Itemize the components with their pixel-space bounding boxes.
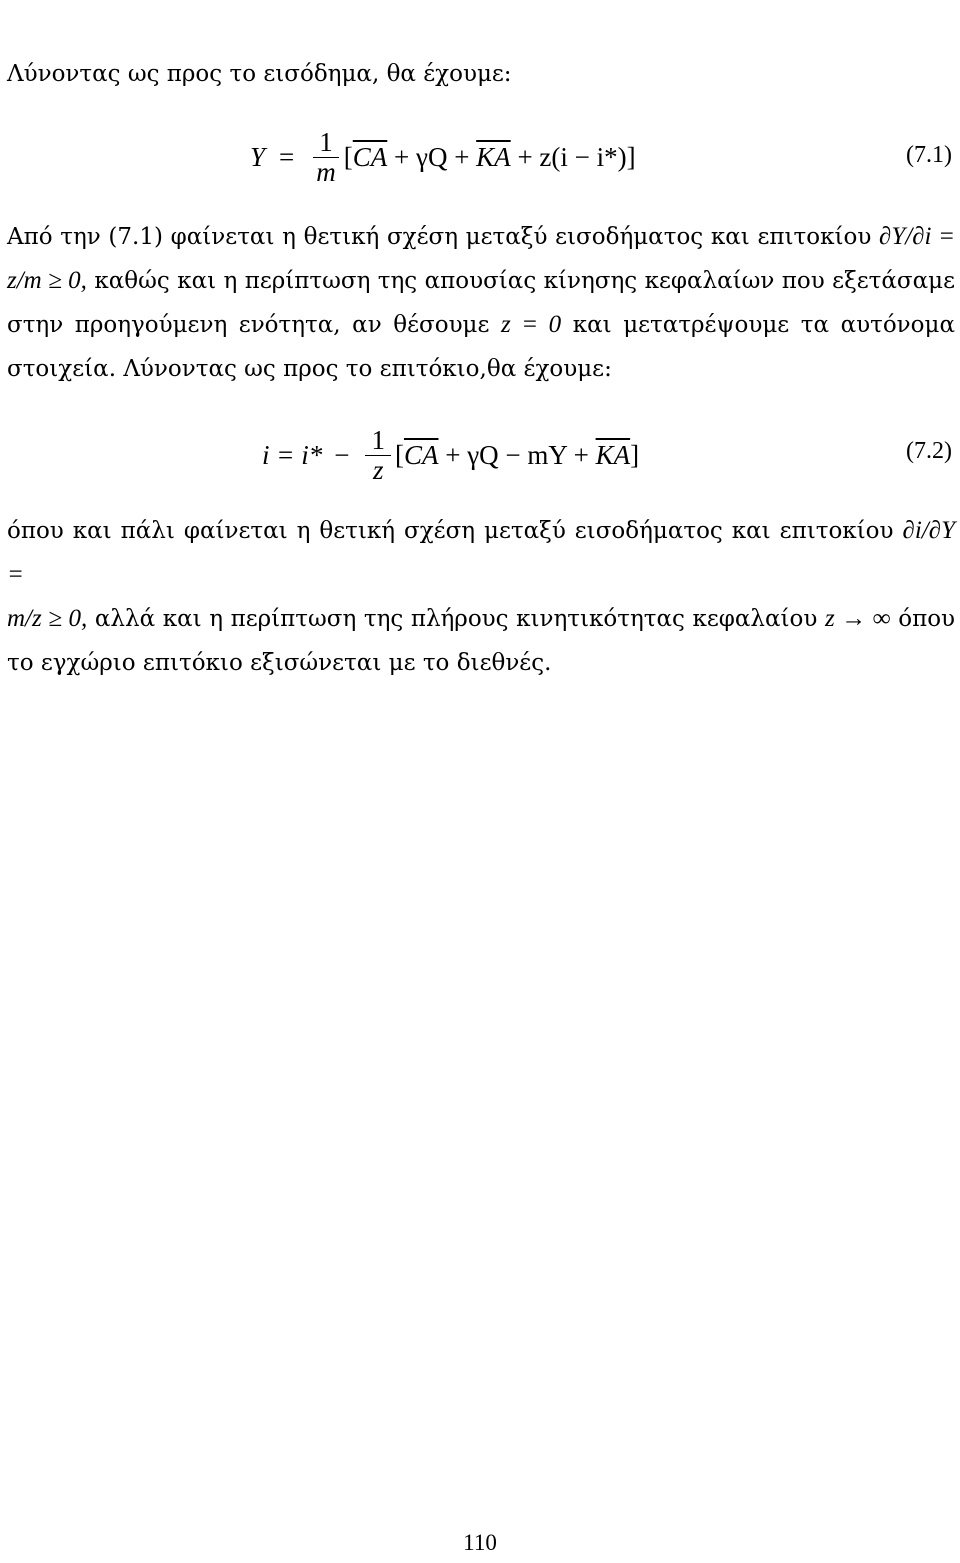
- eq1-lhs: Y: [250, 141, 266, 172]
- eq1-ka-term: $\overline{KA}$: [476, 141, 511, 172]
- eq2-number: (7.2): [906, 438, 952, 464]
- eq2-frac-denominator: z: [372, 454, 384, 485]
- p2-line-2: [7, 259, 955, 303]
- eq1-number: (7.1): [906, 142, 952, 168]
- p2-l3-text-a: στην προηγούμενη ενότητα, αν θέσουμε: [7, 312, 490, 338]
- p3-line-2: [7, 597, 955, 641]
- p3-l2-math-a: m/z ≥ 0,: [7, 605, 88, 632]
- intro-text: Λύνοντας ως προς το εισόδημα, θα έχουμε:: [7, 61, 512, 87]
- eq2-close-bracket: ]: [630, 439, 640, 470]
- p2-line-1: [7, 215, 955, 259]
- paragraph-3: [7, 509, 955, 685]
- equation-7-2: [0, 410, 960, 500]
- eq1-frac-denominator: m: [316, 156, 336, 187]
- p2-line-4: στοιχεία. Λύνοντας ως προς το επιτόκιο,θα έχουμε:: [7, 356, 612, 382]
- equation-7-1-body: [250, 112, 636, 202]
- eq1-open-bracket: [: [343, 141, 353, 172]
- p3-line-3: το εγχώριο επιτόκιο εξισώνεται με το διεθνές.: [7, 650, 552, 676]
- eq1-middle: + γQ +: [387, 141, 477, 172]
- p2-line-3: [7, 303, 955, 347]
- p2-l3-math: z = 0: [501, 311, 562, 338]
- eq1-tail: + z(i − i*)]: [510, 141, 636, 172]
- eq1-frac-numerator: 1: [313, 128, 339, 157]
- p3-l1-text: όπου και πάλι φαίνεται η θετική σχέση μεταξύ εισοδήματος και επιτοκίου: [7, 518, 894, 544]
- p2-l1-text: Από την (7.1) φαίνεται η θετική σχέση μεταξύ εισοδήματος και επιτοκίου: [7, 224, 872, 250]
- p2-l2-math: z/m ≥ 0,: [7, 267, 87, 294]
- p2-l2-text: καθώς και η περίπτωση της απουσίας κίνησης κεφαλαίων που εξετάσαμε: [94, 268, 956, 294]
- eq2-ca-term: $\overline{CA}$: [403, 439, 439, 470]
- eq2-lhs: i = i*: [262, 439, 323, 470]
- intro-paragraph: [7, 52, 955, 96]
- p3-line-1: [7, 509, 955, 597]
- eq2-minus: −: [334, 439, 350, 470]
- eq2-open-bracket: [: [394, 439, 404, 470]
- page-number: 110: [463, 1530, 497, 1555]
- p2-l3-text-b: και μετατρέψουμε τα αυτόνομα: [572, 312, 955, 338]
- eq2-fraction: [365, 426, 391, 484]
- equation-7-1: [0, 112, 960, 202]
- eq1-fraction: [312, 128, 340, 186]
- eq2-middle: + γQ − mY +: [438, 439, 596, 470]
- equation-7-2-body: [262, 410, 639, 500]
- paragraph-2: [7, 215, 955, 391]
- eq1-equals: =: [279, 141, 295, 172]
- eq2-ka-term: $\overline{KA}$: [595, 439, 631, 470]
- p2-l1-math: ∂Y/∂i =: [879, 223, 955, 250]
- eq2-frac-numerator: 1: [365, 426, 391, 455]
- p3-l2-math-b: z → ∞: [825, 605, 891, 632]
- p3-l2-text-c: όπου: [898, 606, 956, 632]
- p3-l2-text: αλλά και η περίπτωση της πλήρους κινητικότητας κεφαλαίου: [94, 606, 818, 632]
- p3-l1-math: ∂i/∂Y =: [7, 517, 955, 588]
- eq1-ca-term: $\overline{CA}$: [352, 141, 388, 172]
